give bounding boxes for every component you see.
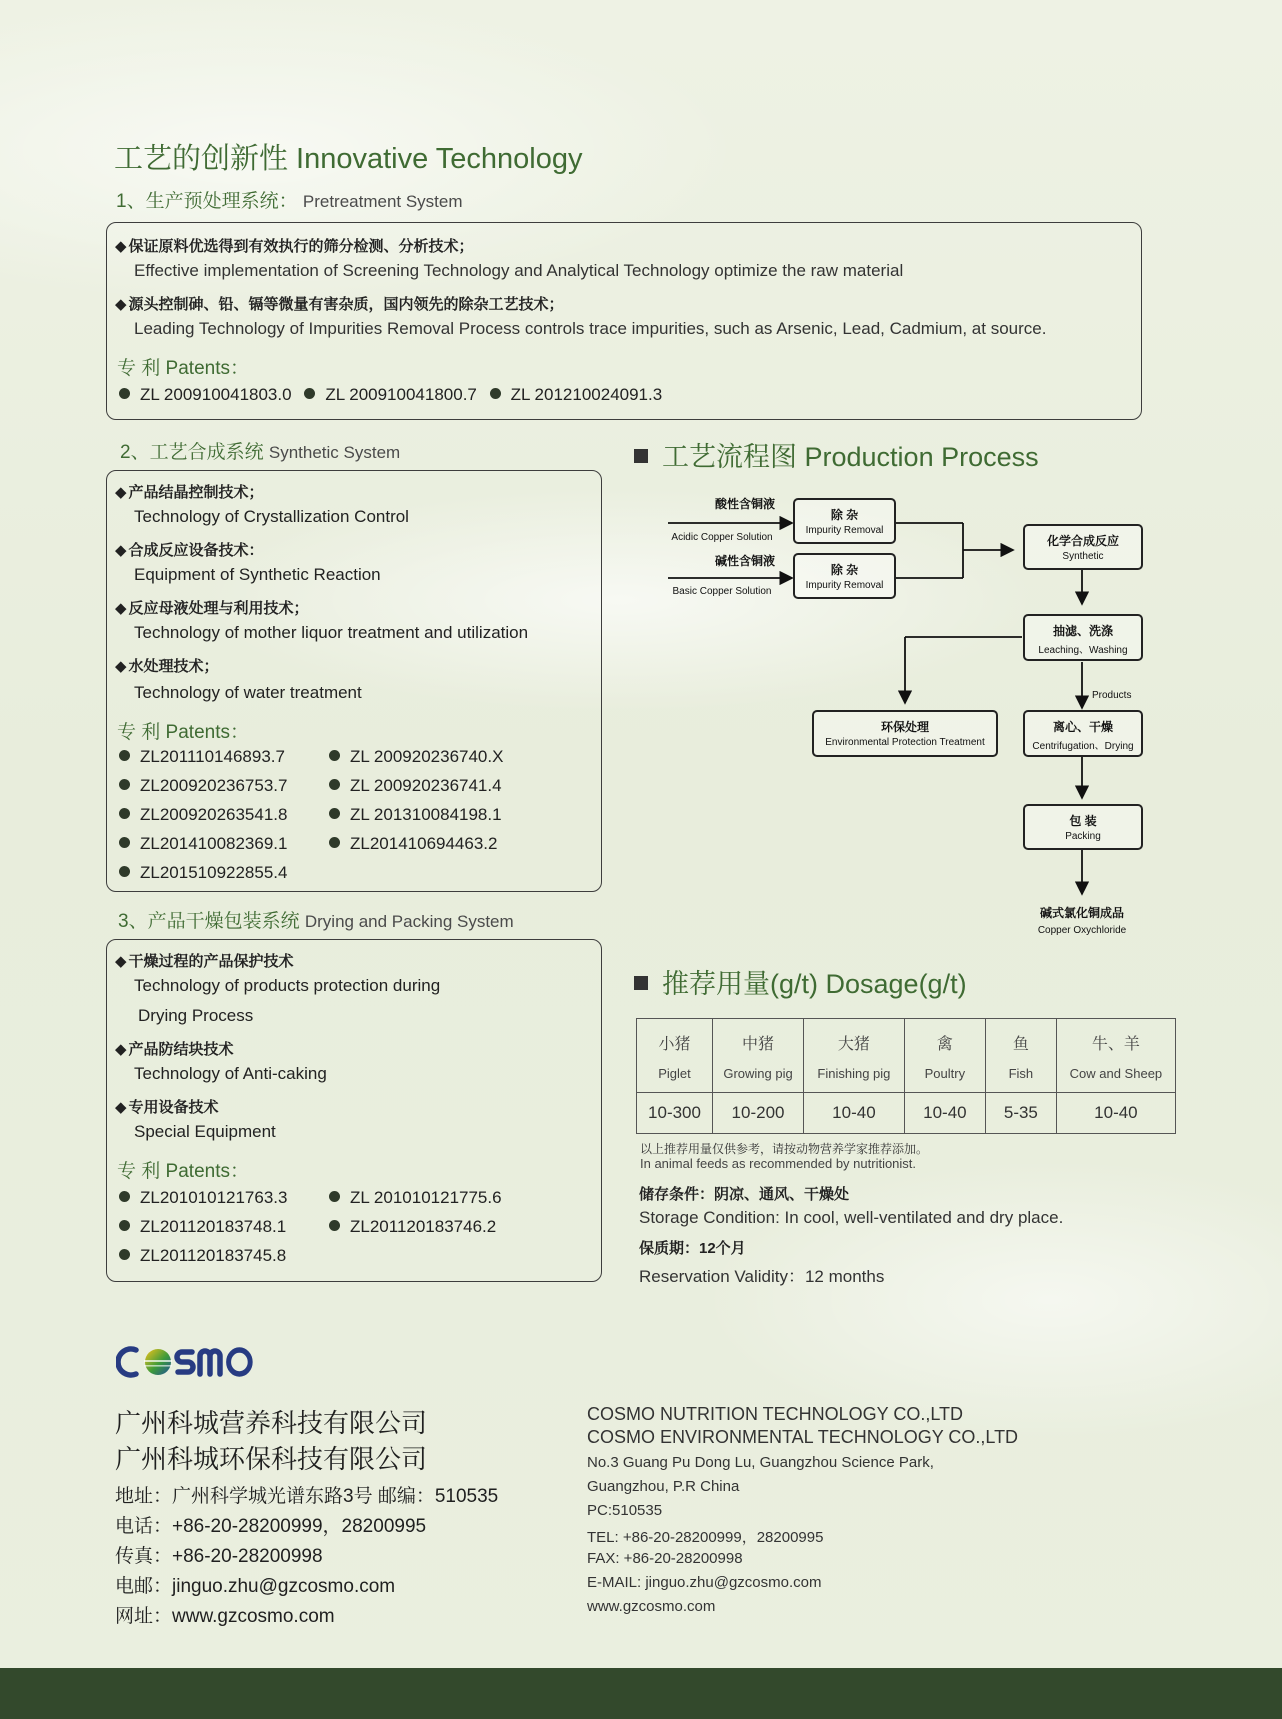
list-item-en: Technology of products protection during — [134, 976, 441, 995]
table-cell: 5-35 — [985, 1093, 1056, 1134]
patent-item: ZL201510922855.4 — [119, 863, 287, 883]
section3-heading — [118, 906, 514, 933]
section2-heading — [120, 437, 400, 464]
synthetic-box: 化学合成反应 Synthetic — [1023, 524, 1143, 570]
environmental-treatment-box: 环保处理 Environmental Protection Treatment — [812, 710, 998, 757]
website-en: www.gzcosmo.com — [587, 1598, 716, 1615]
list-item: ◆ 水处理技术； — [115, 658, 219, 675]
list-item-en: Technology of water treatment — [134, 683, 362, 702]
section2-heading-zh: 2、工艺合成系统 — [120, 442, 264, 463]
table-cell: 10-40 — [1056, 1093, 1175, 1134]
basic-solution-label-en: Basic Copper Solution — [672, 586, 772, 597]
storage-condition-en: Storage Condition: In cool, well-ventilated and dry place. — [639, 1208, 1064, 1227]
diamond-bullet-icon: ◆ — [115, 238, 127, 255]
diamond-bullet-icon: ◆ — [115, 1099, 127, 1116]
impurity-removal-box-1: 除 杂 Impurity Removal — [793, 498, 896, 544]
patent-item: ZL 201010121775.6 — [329, 1188, 502, 1208]
table-cell: 10-40 — [804, 1093, 905, 1134]
section1-heading-zh: 1、生产预处理系统： — [116, 191, 298, 212]
table-header-cell: 小猪 Piglet — [637, 1019, 713, 1093]
section2-box — [106, 470, 602, 892]
company2-en: COSMO ENVIRONMENTAL TECHNOLOGY CO.,LTD — [587, 1427, 1019, 1447]
process-flowchart — [640, 490, 1160, 950]
section3-box — [106, 939, 602, 1282]
table-header-cell: 中猪 Growing pig — [713, 1019, 804, 1093]
diamond-bullet-icon: ◆ — [115, 484, 127, 501]
patent-item: ZL200920236753.7 — [119, 776, 287, 796]
tel-en: TEL: +86-20-28200999，28200995 — [587, 1529, 824, 1546]
address2-en: Guangzhou, P.R China — [587, 1478, 740, 1495]
bullet-dot-icon — [329, 837, 340, 848]
list-item-en: Technology of Anti-caking — [134, 1064, 327, 1083]
bullet-dot-icon — [119, 1220, 130, 1231]
patent-item: ZL 200920236740.X — [329, 747, 503, 767]
bullet-dot-icon — [329, 808, 340, 819]
bullet-dot-icon — [119, 1191, 130, 1202]
bullet-dot-icon — [329, 750, 340, 761]
patent-item: ZL201110146893.7 — [119, 747, 285, 767]
fax-en: FAX: +86-20-28200998 — [587, 1550, 743, 1567]
table-cell: 10-40 — [904, 1093, 985, 1134]
patent-item: ZL201120183745.8 — [119, 1246, 286, 1266]
patent-item: ZL201410082369.1 — [119, 834, 287, 854]
list-item: ◆ 保证原料优选得到有效执行的筛分检测、分析技术； — [115, 238, 474, 255]
section1-heading-en: Pretreatment System — [302, 192, 463, 211]
impurity-removal-box-2: 除 杂 Impurity Removal — [793, 553, 896, 599]
list-item: ◆ 专用设备技术 — [115, 1099, 219, 1116]
table-header-cell: 大猪 Finishing pig — [804, 1019, 905, 1093]
bullet-dot-icon — [304, 388, 315, 399]
address-zh: 地址：广州科学城光谱东路3号 邮编：510535 — [115, 1486, 499, 1507]
diamond-bullet-icon: ◆ — [115, 542, 127, 559]
company2-zh: 广州科城环保科技有限公司 — [115, 1444, 428, 1474]
patent-item: ZL201120183746.2 — [329, 1217, 496, 1237]
diamond-bullet-icon: ◆ — [115, 600, 127, 617]
list-item-en: Technology of Crystallization Control — [134, 507, 409, 526]
table-row — [637, 1093, 1176, 1134]
bullet-dot-icon — [119, 1249, 130, 1260]
products-label: Products — [1092, 690, 1132, 701]
table-header-cell: 牛、羊 Cow and Sheep — [1056, 1019, 1175, 1093]
list-item-en: Special Equipment — [134, 1122, 276, 1141]
basic-solution-label-zh: 碱性含铜液 — [714, 554, 775, 568]
patents-label: 专 利 Patents： — [117, 722, 249, 743]
list-item: ◆ 反应母液处理与利用技术； — [115, 600, 309, 617]
diamond-bullet-icon: ◆ — [115, 296, 127, 313]
company1-zh: 广州科城营养科技有限公司 — [115, 1408, 428, 1438]
list-item-en: Effective implementation of Screening Technology and Analytical Technology optimize the raw material — [134, 261, 904, 280]
acidic-solution-label-zh: 酸性含铜液 — [714, 497, 775, 511]
bullet-dot-icon — [490, 388, 501, 399]
list-item: ◆ 产品结晶控制技术； — [115, 484, 264, 501]
website-zh: 网址：www.gzcosmo.com — [115, 1606, 335, 1627]
list-item-en: Drying Process — [138, 1006, 254, 1025]
postcode-en: PC:510535 — [587, 1502, 663, 1519]
section2-heading-en: Synthetic System — [268, 443, 401, 462]
bullet-dot-icon — [119, 837, 130, 848]
acidic-solution-label-en: Acidic Copper Solution — [671, 532, 773, 543]
list-item-en: Leading Technology of Impurities Removal Process controls trace impurities, such as Arsenic, Lead, Cadmium, at source. — [134, 319, 1047, 338]
patent-item: ZL201410694463.2 — [329, 834, 497, 854]
bullet-dot-icon — [329, 1191, 340, 1202]
diamond-bullet-icon: ◆ — [115, 658, 127, 675]
section3-heading-en: Drying and Packing System — [304, 912, 514, 931]
section1-box — [106, 222, 1142, 420]
tel-zh: 电话：+86-20-28200999，28200995 — [115, 1516, 427, 1537]
dosage-heading: 推荐用量(g/t) Dosage(g/t) — [634, 962, 967, 1001]
patents-label: 专 利 Patents： — [117, 1161, 249, 1182]
final-product-label-en: Copper Oxychloride — [1037, 925, 1127, 936]
patent-item: ZL 200920236741.4 — [329, 776, 502, 796]
dosage-note-en: In animal feeds as recommended by nutritionist. — [640, 1156, 917, 1171]
cosmo-logo — [116, 1340, 276, 1384]
final-product-label-zh: 碱式氯化铜成品 — [1039, 906, 1124, 920]
table-header-cell: 禽 Poultry — [904, 1019, 985, 1093]
table-header-cell: 鱼 Fish — [985, 1019, 1056, 1093]
section3-heading-zh: 3、产品干燥包装系统 — [118, 911, 300, 932]
diamond-bullet-icon: ◆ — [115, 1041, 127, 1058]
validity-zh: 保质期：12个月 — [639, 1240, 746, 1257]
list-item: ◆ 合成反应设备技术： — [115, 542, 264, 559]
fax-zh: 传真：+86-20-28200998 — [115, 1546, 323, 1567]
patent-item: ZL 201310084198.1 — [329, 805, 502, 825]
bullet-dot-icon — [119, 750, 130, 761]
square-bullet-icon — [634, 449, 648, 463]
bullet-dot-icon — [329, 779, 340, 790]
bullet-dot-icon — [119, 808, 130, 819]
square-bullet-icon — [634, 976, 648, 990]
company1-en: COSMO NUTRITION TECHNOLOGY CO.,LTD — [587, 1404, 964, 1424]
patents-label: 专 利 Patents： — [117, 358, 249, 379]
table-cell: 10-300 — [637, 1093, 713, 1134]
bullet-dot-icon — [329, 1220, 340, 1231]
cosmo-logo-icon — [116, 1340, 276, 1384]
list-item: ◆ 源头控制砷、铅、镉等微量有害杂质，国内领先的除杂工艺技术； — [115, 296, 564, 313]
email-zh: 电邮：jinguo.zhu@gzcosmo.com — [115, 1576, 396, 1597]
list-item-en: Equipment of Synthetic Reaction — [134, 565, 381, 584]
list-item-en: Technology of mother liquor treatment and utilization — [134, 623, 529, 642]
list-item: ◆ 干燥过程的产品保护技术 — [115, 953, 294, 970]
diamond-bullet-icon: ◆ — [115, 953, 127, 970]
storage-condition-zh: 储存条件：阴凉、通风、干燥处 — [639, 1186, 850, 1203]
footer-bar — [0, 1668, 1282, 1719]
patent-item: ZL201120183748.1 — [119, 1217, 286, 1237]
patent-list: ZL 200910041803.0 ZL 200910041800.7 ZL 201210024091.3 — [119, 385, 662, 405]
dosage-table — [636, 1018, 1176, 1134]
email-en: E-MAIL: jinguo.zhu@gzcosmo.com — [587, 1574, 822, 1591]
bullet-dot-icon — [119, 866, 130, 877]
dosage-note-zh: 以上推荐用量仅供参考，请按动物营养学家推荐添加。 — [640, 1142, 929, 1156]
packing-box: 包 装 Packing — [1023, 804, 1143, 850]
table-row — [637, 1019, 1176, 1093]
patent-item: ZL200920263541.8 — [119, 805, 287, 825]
table-cell: 10-200 — [713, 1093, 804, 1134]
address1-en: No.3 Guang Pu Dong Lu, Guangzhou Science Park, — [587, 1454, 934, 1471]
centrifugation-drying-box: 离心、干燥 Centrifugation、Drying — [1023, 710, 1143, 757]
leaching-washing-box: 抽滤、洗涤 Leaching、Washing — [1023, 614, 1143, 661]
bullet-dot-icon — [119, 779, 130, 790]
section1-heading — [116, 186, 463, 213]
list-item: ◆ 产品防结块技术 — [115, 1041, 234, 1058]
bullet-dot-icon — [119, 388, 130, 399]
process-heading: 工艺流程图 Production Process — [634, 435, 1039, 474]
page-title: 工艺的创新性 Innovative Technology — [114, 143, 583, 175]
validity-en: Reservation Validity：12 months — [639, 1267, 885, 1286]
patent-item: ZL201010121763.3 — [119, 1188, 287, 1208]
